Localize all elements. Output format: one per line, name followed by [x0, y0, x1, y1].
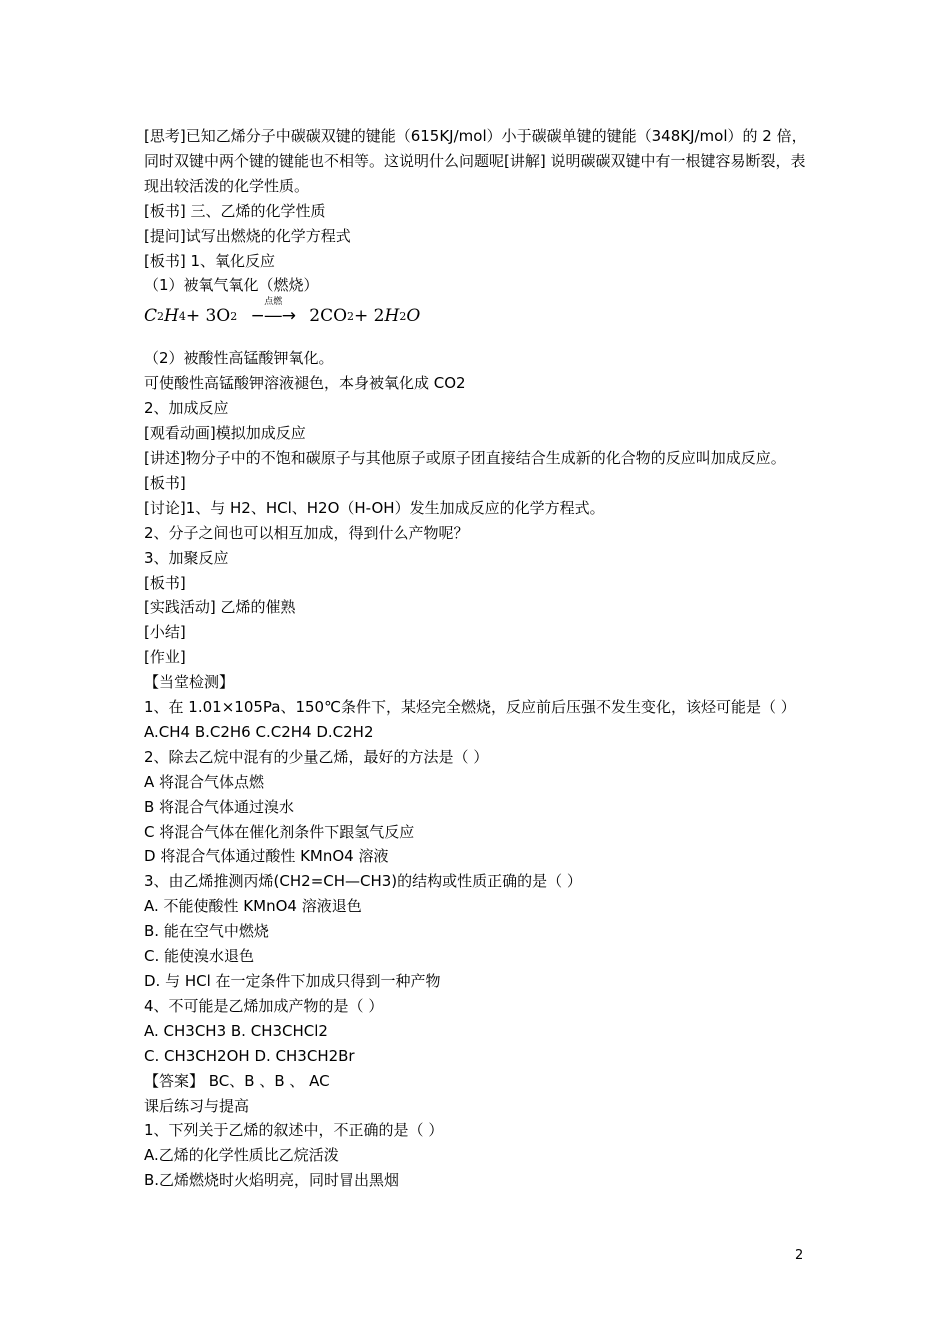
- eq-c-sub: 2: [157, 309, 165, 323]
- text-line: C. 能使溴水退色: [144, 947, 255, 966]
- text-line: [板书]: [144, 473, 186, 492]
- document-body: [144, 124, 812, 1193]
- text-line: 2、除去乙烷中混有的少量乙烯，最好的方法是（ ）: [144, 747, 489, 766]
- eq-o: O: [406, 306, 421, 327]
- text-line: 课后练习与提高: [144, 1096, 250, 1115]
- text-line: [作业]: [144, 648, 186, 667]
- eq-h2-sub: 2: [399, 309, 407, 323]
- text-line: D. 与 HCl 在一定条件下加成只得到一种产物: [144, 972, 441, 990]
- text-line: [讲述]物分子中的不饱和碳原子与其他原子或原子团直接结合生成新的化合物的反应叫加成反应。: [144, 448, 786, 467]
- text-line: 【当堂检测】: [144, 673, 235, 692]
- text-line: [观看动画]模拟加成反应: [144, 424, 306, 443]
- eq-o2-sub: 2: [230, 309, 238, 323]
- eq-co2: 2CO: [309, 306, 348, 327]
- text-line: 2、加成反应: [144, 399, 229, 418]
- text-line: B 将混合气体通过溴水: [144, 797, 295, 816]
- text-line: 可使酸性高锰酸钾溶液褪色，本身被氧化成 CO2: [144, 374, 466, 393]
- text-line: 2、分子之间也可以相互加成，得到什么产物呢？: [144, 523, 469, 542]
- text-line: 3、加聚反应: [144, 548, 229, 567]
- eq-plus-2: + 2: [354, 306, 385, 327]
- page-number: 2: [795, 1248, 804, 1263]
- text-line: B. 能在空气中燃烧: [144, 922, 269, 941]
- text-line: B.乙烯燃烧时火焰明亮，同时冒出黑烟: [144, 1171, 400, 1190]
- eq-c: C: [144, 306, 158, 327]
- eq-plus-o2: + 3O: [185, 306, 231, 327]
- paragraph-think: [思考]已知乙烯分子中碳碳双键的键能（615KJ/mol）小于碳碳单键的键能（348KJ/mol）的 2 倍，同时双键中两个键的键能也不相等。这说明什么问题呢[讲解] 说明碳碳双键中有一根键容易断裂，表现出较活泼的化学性质。: [144, 127, 807, 195]
- board-oxidation: [板书] 1、氧化反应: [144, 251, 276, 270]
- combustion-equation: [144, 298, 812, 334]
- text-line: [小结]: [144, 623, 186, 642]
- oxygen-oxidation: （1）被氧气氧化（燃烧）: [144, 276, 319, 295]
- board-heading: [板书] 三、乙烯的化学性质: [144, 201, 326, 220]
- eq-h-sub: 4: [178, 309, 186, 323]
- text-line: D 将混合气体通过酸性 KMnO4 溶液: [144, 847, 389, 866]
- text-line: 1、下列关于乙烯的叙述中，不正确的是（ ）: [144, 1121, 444, 1140]
- lesson-lines: [144, 346, 812, 1193]
- text-line: A. 不能使酸性 KMnO4 溶液退色: [144, 897, 362, 916]
- text-line: C 将混合气体在催化剂条件下跟氢气反应: [144, 822, 415, 841]
- text-line: A.乙烯的化学性质比乙烷活泼: [144, 1146, 339, 1165]
- text-line: [板书]: [144, 573, 186, 592]
- text-line: 3、由乙烯推测丙烯(CH2=CH—CH3)的结构或性质正确的是（ ）: [144, 872, 582, 891]
- text-line: 【答案】 BC、B 、B 、 AC: [144, 1071, 330, 1090]
- text-line: 4、不可能是乙烯加成产物的是（ ）: [144, 996, 384, 1015]
- text-line: C. CH3CH2OH D. CH3CH2Br: [144, 1046, 355, 1065]
- eq-co2-sub: 2: [347, 309, 355, 323]
- text-line: 1、在 1.01×105Pa、150℃条件下，某烃完全燃烧，反应前后压强不发生变化，该烃可能是（ ）: [144, 698, 796, 717]
- text-line: （2）被酸性高锰酸钾氧化。: [144, 349, 334, 368]
- question-line: [提问]试写出燃烧的化学方程式: [144, 226, 351, 245]
- arrow-icon: −―→: [250, 306, 296, 327]
- reaction-arrow: [241, 297, 305, 327]
- text-line: A.CH4 B.C2H6 C.C2H4 D.C2H2: [144, 722, 374, 741]
- text-line: A 将混合气体点燃: [144, 772, 265, 791]
- text-line: [讨论]1、与 H2、HCl、H2O（H-OH）发生加成反应的化学方程式。: [144, 498, 605, 517]
- eq-h2: H: [384, 306, 400, 327]
- text-line: A. CH3CH3 B. CH3CHCl2: [144, 1021, 328, 1040]
- reaction-condition: 点燃: [264, 297, 283, 308]
- eq-h: H: [164, 306, 179, 327]
- text-line: [实践活动] 乙烯的催熟: [144, 598, 296, 617]
